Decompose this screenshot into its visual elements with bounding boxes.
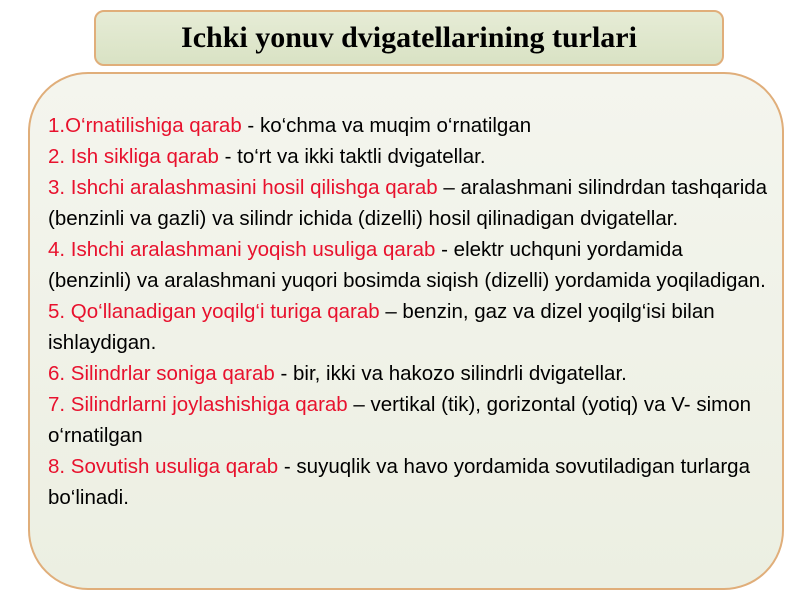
- item-text: - to‘rt va ikki taktli dvigatellar.: [218, 145, 486, 168]
- item-text: – vertikal (tik), gorizontal (yotiq) va V- simon o‘rnatilgan: [48, 393, 751, 447]
- title-banner: [94, 10, 724, 66]
- item-key: 7. Silindrlarni joylashishiga qarab: [48, 393, 348, 416]
- item-text: – benzin, gaz va dizel yoqilg‘isi bilan ishlaydigan.: [48, 300, 715, 354]
- classification-list: [48, 110, 768, 513]
- list-item: [48, 141, 768, 172]
- item-key: 3. Ishchi aralashmasini hosil qilishga qarab: [48, 176, 438, 199]
- item-key: 6. Silindrlar soniga qarab: [48, 362, 275, 385]
- list-item: [48, 451, 768, 513]
- list-item: [48, 234, 768, 296]
- list-item: [48, 110, 768, 141]
- item-text: - suyuqlik va havo yordamida sovutiladigan turlarga bo‘linadi.: [48, 455, 750, 509]
- item-text: - ko‘chma va muqim o‘rnatilgan: [241, 114, 532, 137]
- item-key: 4. Ishchi aralashmani yoqish usuliga qarab: [48, 238, 436, 261]
- list-item: [48, 389, 768, 451]
- item-text: - elektr uchquni yordamida (benzinli) va aralashmani yuqori bosimda siqish (dizelli) yordamida yoqiladigan.: [48, 238, 766, 292]
- list-item: [48, 358, 768, 389]
- item-text: - bir, ikki va hakozo silindrli dvigatellar.: [274, 362, 627, 385]
- item-text: – aralashmani silindrdan tashqarida (benzinli va gazli) va silindr ichida (dizelli) hosil qilinadigan dvigatellar.: [48, 176, 768, 230]
- list-item: [48, 172, 768, 234]
- list-item: [48, 296, 768, 358]
- item-key: 1.O‘rnatilishiga qarab: [48, 114, 242, 137]
- item-key: 2. Ish sikliga qarab: [48, 145, 219, 168]
- item-key: 8. Sovutish usuliga qarab: [48, 455, 279, 478]
- item-key: 5. Qo‘llanadigan yoqilg‘i turiga qarab: [48, 300, 380, 323]
- slide-title: Ichki yonuv dvigatellarining turlari: [181, 21, 637, 54]
